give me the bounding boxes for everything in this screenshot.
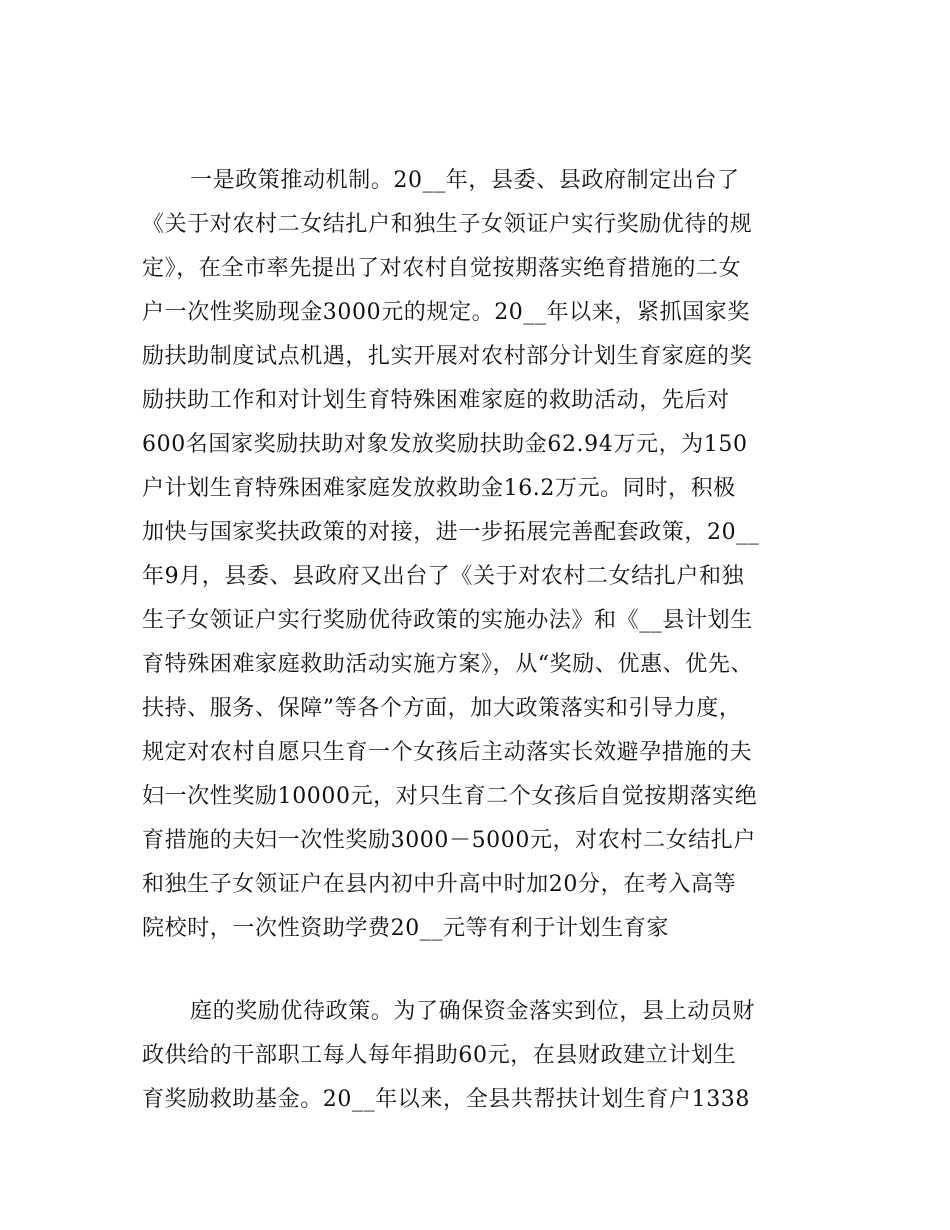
text-line: 生子女领证户实行奖励优待政策的实施办法》和《__县计划生 [142,608,753,633]
text-line: 庭的奖励优待政策。为了确保资金落实到位，县上动员财 [190,999,756,1024]
text-line: 规定对农村自愿只生育一个女孩后主动落实长效避孕措施的夫 [142,740,753,765]
text-line: 一是政策推动机制。20__年，县委、县政府制定出台了 [190,168,740,193]
text-line: 政供给的干部职工每人每年捐助60元，在县财政建立计划生 [142,1043,737,1068]
text-line: 定》，在全市率先提出了对农村自觉按期落实绝育措施的二女 [142,256,742,281]
text-line: 户计划生育特殊困难家庭发放救助金16.2万元。同时，积极 [142,476,736,501]
text-line: 扶持、服务、保障”等各个方面，加大政策落实和引导力度， [142,696,742,721]
text-line: 妇一次性奖励10000元，对只生育二个女孩后自觉按期落实绝 [142,784,758,809]
text-line: 励扶助工作和对计划生育特殊困难家庭的救助活动，先后对 [142,388,730,413]
text-line: 励扶助制度试点机遇，扎实开展对农村部分计划生育家庭的奖 [142,344,753,369]
text-line: 育奖励救助基金。20__年以来，全县共帮扶计划生育户1338 [142,1087,750,1112]
text-line: 院校时，一次性资助学费20__元等有利于计划生育家 [142,916,669,941]
text-line: 年9月，县委、县政府又出台了《关于对农村二女结扎户和独 [142,564,745,589]
text-line: 育特殊困难家庭救助活动实施方案》，从“奖励、优惠、优先、 [142,652,754,677]
text-line: 《关于对农村二女结扎户和独生子女领证户实行奖励优待的规 [142,212,753,237]
text-line: 600名国家奖励扶助对象发放奖励扶助金62.94万元，为150 [142,432,748,457]
text-line: 和独生子女领证户在县内初中升高中时加20分，在考入高等 [142,872,737,897]
text-line: 加快与国家奖扶政策的对接，进一步拓展完善配套政策，20__ [142,520,760,545]
text-line: 户一次性奖励现金3000元的规定。20__年以来，紧抓国家奖 [142,300,750,325]
text-line: 育措施的夫妇一次性奖励3000－5000元，对农村二女结扎户 [142,828,756,853]
